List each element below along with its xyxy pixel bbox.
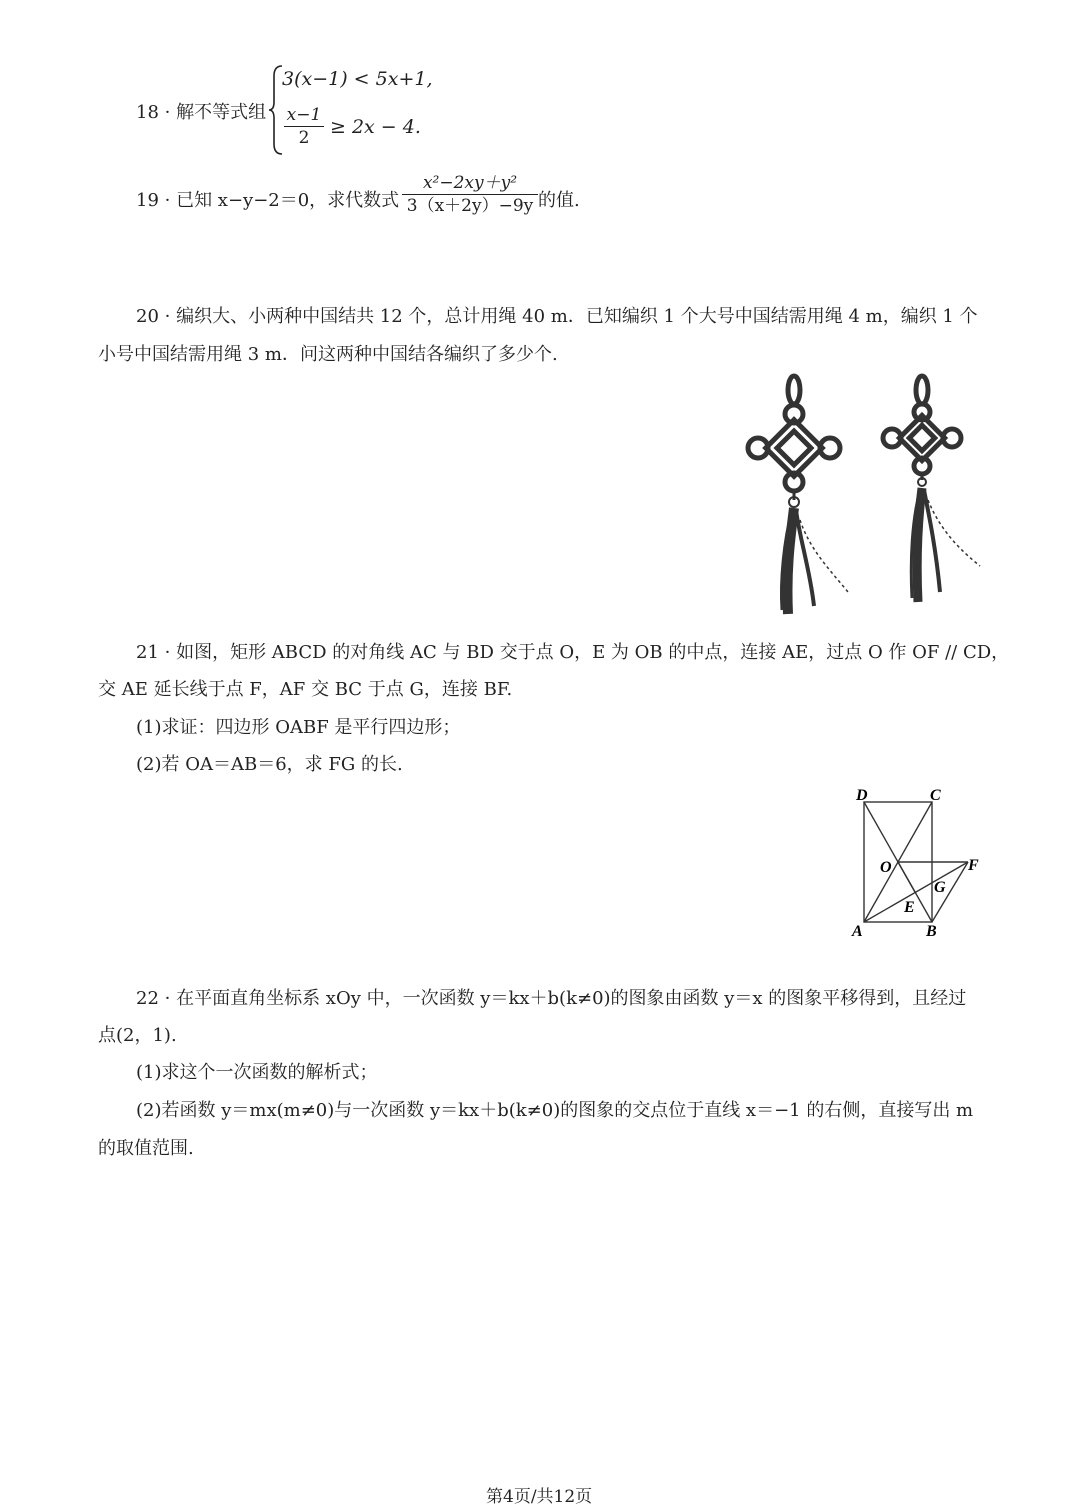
q20-line-2: 小号中国结需用绳 3 m．问这两种中国结各编织了多少个. xyxy=(98,344,558,365)
label-c: C xyxy=(930,787,941,804)
q19-frac-num: x²−2xy＋y² xyxy=(422,173,518,193)
q22-line-2: 点(2，1). xyxy=(98,1025,177,1046)
q18-inequality-2: ≥ 2x − 4. xyxy=(330,116,421,138)
q18-lead: 18 · 解不等式组 xyxy=(136,102,267,123)
label-o: O xyxy=(880,859,892,876)
q21-line-2: 交 AE 延长线于点 F，AF 交 BC 于点 G，连接 BF. xyxy=(98,679,513,700)
page-number: 第4页/共12页 xyxy=(486,1487,593,1507)
rectangle-abcd-figure xyxy=(846,780,986,940)
q18-fraction xyxy=(284,104,324,149)
label-d: D xyxy=(856,787,868,804)
q19-frac-den: 3（x＋2y）−9y xyxy=(406,196,534,216)
label-f: F xyxy=(968,857,979,874)
q22-part-3: 的取值范围. xyxy=(98,1138,194,1159)
label-b: B xyxy=(926,923,937,940)
q21-line-1: 21 · 如图，矩形 ABCD 的对角线 AC 与 BD 交于点 O，E 为 OB 的中点，连接 AE，过点 O 作 OF // CD， xyxy=(136,642,1010,663)
q19-tail: 的值. xyxy=(538,190,580,211)
q22-part-1: (1)求这个一次函数的解析式； xyxy=(136,1062,378,1083)
q19-lead: 19 · 已知 x−y−2＝0，求代数式 xyxy=(136,190,400,211)
q21-part-1: (1)求证：四边形 OABF 是平行四边形； xyxy=(136,717,461,738)
label-a: A xyxy=(852,923,863,940)
q18-inequality-1: 3(x−1) < 5x+1, xyxy=(282,68,433,90)
q18-frac-den: 2 xyxy=(298,128,310,148)
label-g: G xyxy=(934,879,946,896)
q22-line-1: 22 · 在平面直角坐标系 xOy 中，一次函数 y＝kx＋b(k≠0)的图象由函数 y＝x 的图象平移得到，且经过 xyxy=(136,988,967,1009)
q20-line-1: 20 · 编织大、小两种中国结共 12 个，总计用绳 40 m．已知编织 1 个大号中国结需用绳 4 m，编织 1 个 xyxy=(136,306,978,327)
small-knot-icon xyxy=(883,376,980,602)
q22-part-2: (2)若函数 y＝mx(m≠0)与一次函数 y＝kx＋b(k≠0)的图象的交点位于直线 x＝−1 的右侧，直接写出 m xyxy=(136,1100,974,1121)
label-e: E xyxy=(904,899,915,916)
large-knot-icon xyxy=(748,376,848,614)
chinese-knots-illustration xyxy=(740,370,990,626)
q21-part-2: (2)若 OA＝AB＝6，求 FG 的长. xyxy=(136,754,403,775)
q19-fraction xyxy=(402,172,538,217)
q18-frac-num: x−1 xyxy=(286,105,322,125)
